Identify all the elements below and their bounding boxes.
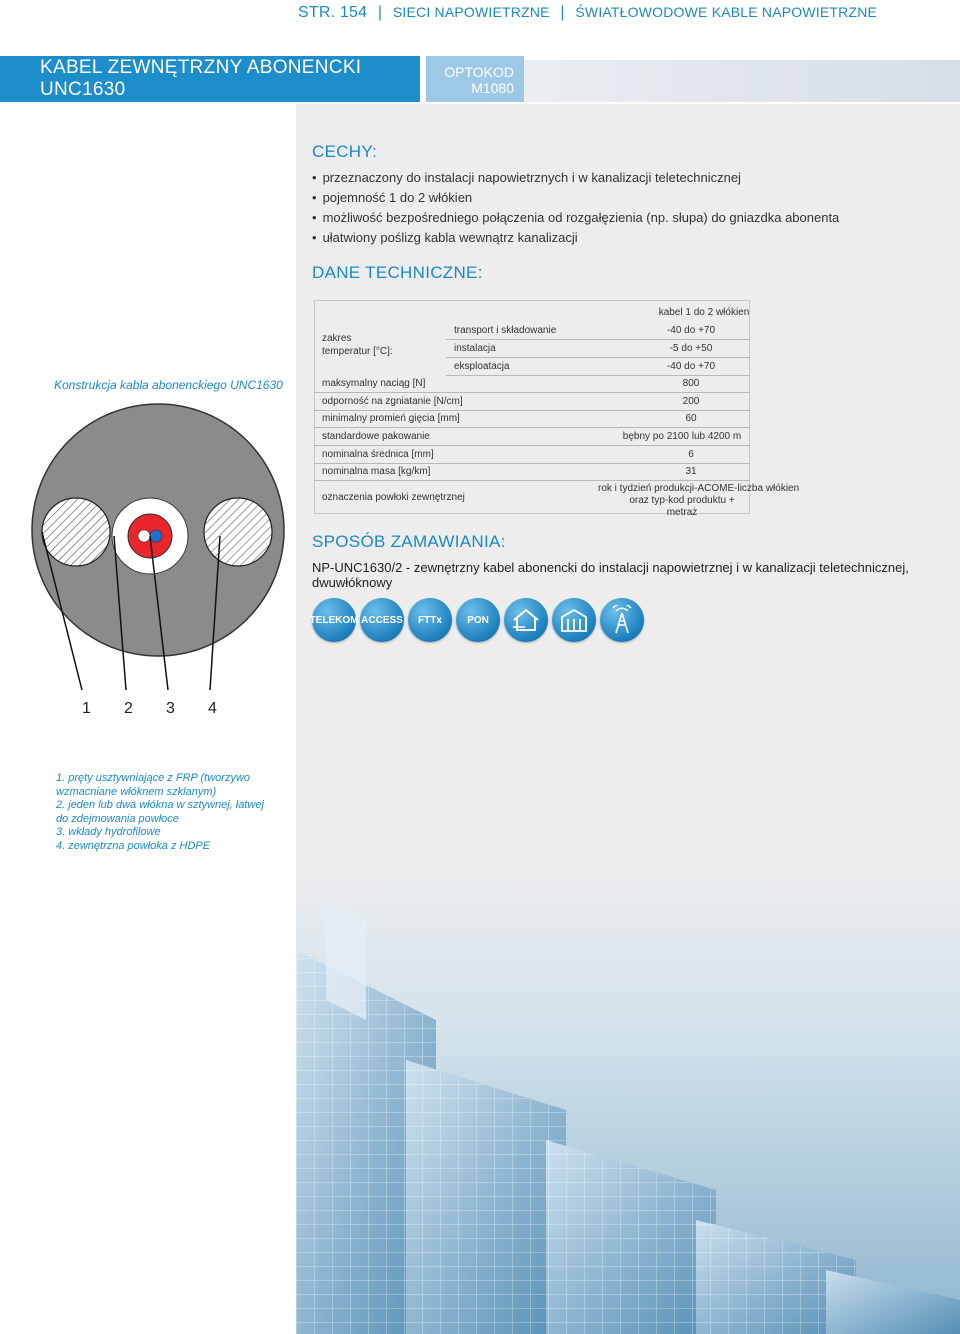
order-heading: SPOSÓB ZAMAWIANIA: — [312, 532, 506, 551]
product-title: KABEL ZEWNĘTRZNY ABONENCKI UNC1630 — [0, 56, 420, 102]
badge-label: PON — [467, 614, 489, 626]
fttx-badge — [408, 598, 452, 642]
table-row — [314, 393, 750, 411]
diagram-number: 2 — [124, 700, 133, 717]
row-value: 31 — [685, 466, 697, 477]
subsection-name: ŚWIATŁOWODOWE KABLE NAPOWIETRZNE — [575, 4, 878, 20]
table-row — [446, 358, 750, 376]
page-number: STR. 154 — [298, 4, 368, 21]
row-value — [598, 483, 800, 519]
row-value: 6 — [688, 449, 694, 460]
row-value: bębny po 2100 lub 4200 m — [622, 431, 742, 442]
row-label: odporność na zgniatanie [N/cm] — [322, 396, 463, 407]
table-row — [314, 446, 750, 464]
feature-item: • możliwość bezpośredniego połączenia od rozgałęzienia (np. słupa) do gniazdka abonenta — [312, 208, 839, 228]
feature-item: • pojemność 1 do 2 włókien — [312, 188, 839, 208]
frp-rod-right — [204, 498, 272, 566]
row-label: standardowe pakowanie — [322, 431, 430, 442]
row-label: maksymalny naciąg [N] — [322, 378, 426, 389]
row-label: transport i składowanie — [454, 325, 557, 336]
fiber-1 — [138, 530, 150, 542]
legend-number: 3. — [56, 826, 66, 838]
marking-line: oraz typ-kod produktu + metraż — [629, 495, 735, 518]
row-label: instalacja — [454, 343, 496, 354]
legend-number: 4. — [56, 839, 66, 852]
row-label: eksploatacja — [454, 361, 510, 372]
building-illustration — [296, 860, 960, 1334]
row-value: 200 — [682, 396, 700, 407]
feature-item: • ułatwiony poślizg kabla wewnątrz kanalizacji — [312, 228, 839, 248]
row-value: -40 do +70 — [666, 361, 716, 372]
legend-text: pręty usztywniające z FRP (tworzywo wzmacniane włóknem szklanym) — [56, 772, 251, 798]
features-list — [312, 168, 839, 248]
legend-item — [56, 826, 276, 840]
marking-line: rok i tydzień produkcji-ACOME-liczba włókien — [598, 483, 800, 494]
building-icon — [552, 598, 596, 642]
table-row — [314, 481, 800, 518]
telekom-badge — [309, 598, 359, 642]
table-header-row — [314, 304, 750, 321]
row-label: minimalny promień gięcia [mm] — [322, 413, 460, 424]
table-row — [314, 375, 750, 393]
table-row — [314, 428, 750, 446]
row-value: 800 — [682, 378, 700, 389]
row-label: nominalna masa [kg/km] — [322, 466, 431, 477]
row-label: oznaczenia powłoki zewnętrznej — [322, 492, 465, 503]
house-icon — [504, 598, 548, 642]
legend-text: zewnętrzna powłoka z HDPE — [68, 839, 211, 852]
legend-number: 1. — [56, 772, 66, 784]
diagram-caption: Konstrukcja kabla abonenckiego UNC1630 — [54, 378, 283, 392]
row-value: -5 do +50 — [669, 343, 713, 354]
section-name: SIECI NAPOWIETRZNE — [392, 4, 550, 20]
legend-item — [56, 840, 276, 854]
access-badge — [360, 598, 404, 642]
legend-item — [56, 799, 276, 826]
optokod-value: M1080 — [471, 80, 514, 96]
page-header — [298, 4, 877, 22]
row-label: nominalna średnica [mm] — [322, 449, 434, 460]
badge-label: TELEKOM — [309, 614, 359, 626]
legend-text: jeden lub dwa włókna w sztywnej, łatwej do zdejmowania powłoce — [56, 799, 264, 825]
frp-rod-left — [42, 498, 110, 566]
optokod-label: OPTOKOD — [444, 64, 514, 80]
fiber-2 — [150, 530, 162, 542]
cable-cross-section — [30, 402, 298, 722]
legend-text: wkłady hydrofilowe — [68, 826, 161, 838]
separator: | — [377, 4, 383, 21]
features-heading: CECHY: — [312, 142, 378, 161]
table-row — [446, 340, 750, 358]
title-bar-decoration — [524, 60, 960, 102]
temperature-label — [322, 332, 393, 358]
antenna-tower-icon — [600, 598, 644, 642]
temperature-label-line: zakres — [322, 333, 352, 344]
table-row — [314, 463, 750, 481]
diagram-number: 1 — [82, 700, 91, 717]
tech-heading: DANE TECHNICZNE: — [312, 263, 483, 282]
legend-item — [56, 772, 276, 799]
badge-label: FTTx — [418, 614, 442, 626]
table-row — [314, 410, 750, 428]
row-value: 60 — [685, 413, 697, 424]
temperature-label-line: temperatur [°C]: — [322, 346, 393, 357]
diagram-number: 4 — [208, 700, 217, 717]
optokod-box — [426, 56, 524, 102]
diagram-number: 3 — [166, 700, 175, 717]
separator: | — [560, 4, 565, 21]
row-value: -40 do +70 — [666, 325, 716, 336]
badge-label: ACCESS — [361, 614, 403, 626]
legend-number: 2. — [56, 799, 66, 811]
feature-item: • przeznaczony do instalacji napowietrznych i w kanalizacji teletechnicznej — [312, 168, 839, 188]
column-header: kabel 1 do 2 włókien — [658, 307, 750, 318]
pon-badge — [456, 598, 500, 642]
diagram-legend — [56, 772, 276, 853]
order-text: NP-UNC1630/2 - zewnętrzny kabel abonencki do instalacji napowietrznej i w kanalizacji teletechnicznej, dwuwłóknowy — [312, 560, 909, 590]
table-row — [446, 322, 750, 340]
